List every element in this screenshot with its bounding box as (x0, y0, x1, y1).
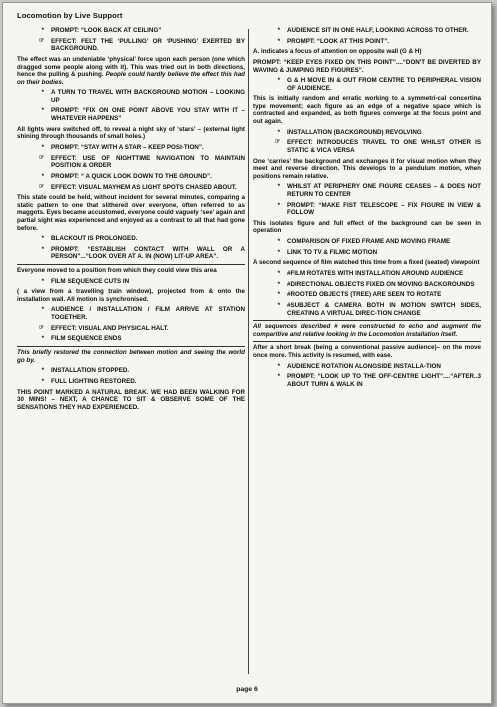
left-column (17, 27, 245, 414)
effect-item (17, 184, 245, 192)
item-text: EFFECT: USE OF NIGHTTIME NAVIGATION TO MAINTAIN POSITION & ORDER (51, 154, 245, 170)
prompt-item (17, 278, 245, 286)
paragraph-italic-text: People could hardly believe the effect this had on their bodies. (17, 71, 245, 86)
prompt-item (253, 291, 481, 299)
asterisk-bullet-icon: * (41, 143, 44, 151)
item-text: EFFECT: FELT THE ‘PULLING’ OR ‘PUSHING’ EXERTED BY BACKGROUND. (51, 37, 245, 53)
body-paragraph (253, 259, 481, 267)
asterisk-bullet-icon: * (277, 128, 280, 136)
effect-item (17, 155, 245, 170)
paragraph-text: A. indicates a focus of attention on opposite wall (G & H) (253, 48, 422, 56)
prompt-item (17, 335, 245, 343)
asterisk-bullet-icon: * (41, 378, 44, 386)
prompt-item (17, 306, 245, 321)
asterisk-bullet-icon: * (277, 362, 280, 370)
prompt-item (253, 77, 481, 92)
body-paragraph (17, 349, 245, 364)
effect-item (17, 38, 245, 53)
pointing-hand-icon: ☞ (274, 139, 280, 146)
asterisk-bullet-icon: * (277, 201, 280, 209)
item-text: PROMPT: “STAY WITH A STAR – KEEP POSI-TION”. (51, 143, 204, 151)
item-text: PROMPT: “ESTABLISH CONTACT WITH WALL OR A PERSON”...“LOOK OVER AT A. IN (NOW) LIT-UP AREA”. (51, 245, 245, 261)
page-number: page 6 (236, 686, 258, 693)
pointing-hand-icon: ☞ (38, 154, 44, 161)
asterisk-bullet-icon: * (277, 77, 280, 85)
item-text: G & H MOVE IN & OUT FROM CENTRE TO PERIPHERAL VISION OF AUDIENCE. (287, 77, 481, 92)
item-text: FILM SEQUENCE CUTS IN (51, 277, 130, 285)
body-paragraph (253, 220, 481, 235)
column-divider (248, 29, 249, 674)
document-page (2, 2, 492, 704)
item-text: WHILST AT PERIPHERY ONE FIGURE CEASES – & DOES NOT RETURN TO CENTER (287, 183, 481, 198)
asterisk-bullet-icon: * (277, 248, 280, 256)
asterisk-bullet-icon: * (277, 280, 280, 288)
item-text: PROMPT: “FIX ON ONE POINT ABOVE YOU STAY WITH IT – WHATEVER HAPPENS” (51, 107, 245, 123)
prompt-item (253, 129, 481, 137)
item-text: FILM SEQUENCE ENDS (51, 335, 122, 343)
prompt-item (17, 235, 245, 243)
asterisk-bullet-icon: * (277, 37, 280, 45)
prompt-item (253, 363, 481, 371)
item-text: A TURN TO TRAVEL WITH BACKGROUND MOTION – LOOKING UP (51, 89, 245, 104)
item-text: BLACKOUT IS PROLONGED. (51, 235, 138, 243)
item-text: INSTALLATION STOPPED. (51, 367, 130, 375)
paragraph-text: All lights were switched off, to reveal a night sky of ‘stars’ – (external light shining through thousands of small holes.) (17, 125, 245, 141)
right-column (253, 27, 481, 392)
item-text: LINK TO TV & FILMIC MOTION (287, 248, 378, 256)
effect-item (17, 325, 245, 333)
section-rule (253, 320, 481, 321)
item-text: #DIRECTIONAL OBJECTS FIXED ON MOVING BACKGROUNDS (287, 280, 475, 288)
paragraph-text: One ‘carries’ the background and exchanges it for visual motion when they meet and reverse direction. This develops to a pendulum motion, when positions remain relative. (253, 157, 481, 180)
asterisk-bullet-icon: * (41, 172, 44, 180)
body-paragraph (253, 323, 481, 338)
paragraph-text: This state could be held, without incident for several minutes, comparing a static pattern to one that slithered over everyone, often referred to as maggots. Eyes became accustomed, everyone could vaguely ‘see’ again and partial sight was experienced and enjoyed as a contrast to all that had gone before. (17, 194, 245, 232)
asterisk-bullet-icon: * (41, 306, 44, 314)
item-text: PROMPT: “LOOK AT THIS POINT”. (287, 37, 390, 45)
item-text: EFFECT: VISUAL AND PHYSICAL HALT. (51, 324, 169, 332)
item-text: EFFECT: VISUAL MAYHEM AS LIGHT SPOTS CHASED ABOUT. (51, 183, 237, 191)
item-text: INSTALLATION (BACKGROUND) REVOLVING (287, 128, 422, 136)
paragraph-text: Everyone moved to a position from which they could view this area (17, 267, 217, 275)
asterisk-bullet-icon: * (41, 367, 44, 375)
prompt-item (17, 89, 245, 104)
prompt-item (17, 144, 245, 152)
section-rule (17, 264, 245, 265)
paragraph-text: This briefly restored the connection between motion and seeing the world go by. (17, 349, 245, 364)
prompt-item (253, 202, 481, 217)
asterisk-bullet-icon: * (277, 237, 280, 245)
prompt-item (17, 107, 245, 122)
body-paragraph (253, 344, 481, 359)
item-text: PROMPT: “LOOK UP TO THE OFF-CENTRE LIGHT”....“AFTER..3 ABOUT TURN & WALK IN (287, 373, 481, 388)
prompt-item (253, 249, 481, 257)
asterisk-bullet-icon: * (41, 245, 44, 253)
prompt-item (253, 27, 481, 35)
paragraph-text: THIS POINT MARKED A NATURAL BREAK. WE HAD BEEN WALKING FOR 30 MINS! – NEXT, A CHANCE TO SIT & OBSERVE SOME OF THE SENSATIONS THEY HAD EXPERIENCED. (17, 388, 245, 411)
body-paragraph (17, 389, 245, 412)
item-text: AUDIENCE ROTATION ALONGSIDE INSTALLA-TION (287, 362, 441, 370)
asterisk-bullet-icon: * (41, 89, 44, 97)
item-text: EFFECT: INTRODUCES TRAVEL TO ONE WHILST OTHER IS STATIC & VICA VERSA (287, 139, 481, 154)
prompt-item (17, 173, 245, 181)
body-paragraph (253, 158, 481, 181)
pointing-hand-icon: ☞ (38, 183, 44, 190)
item-text: PROMPT: “LOOK BACK AT CEILING” (51, 27, 162, 34)
item-text: AUDIENCE / INSTALLATION / FILM ARRIVE AT STATION TOGETHER. (51, 306, 245, 322)
asterisk-bullet-icon: * (41, 27, 44, 34)
item-text: #ROOTED OBJECTS (TREE) ARE SEEN TO ROTATE (287, 291, 442, 299)
asterisk-bullet-icon: * (277, 373, 280, 381)
body-paragraph (253, 59, 481, 74)
page-header: Locomotion by Live Support (17, 11, 123, 20)
paragraph-text: PROMPT: “KEEP EYES FIXED ON THIS POINT”....“DON'T BE DIVERTED BY WAVING & JUMPING RED FIGURES”. (253, 59, 481, 74)
asterisk-bullet-icon: * (41, 277, 44, 285)
paragraph-text: This isolates figure and full effect of the background can be seen in operation (253, 219, 481, 235)
asterisk-bullet-icon: * (277, 27, 280, 34)
prompt-item (253, 302, 481, 317)
paragraph-text: This is initially random and erratic working to a symmetri-cal concertina type movement; each figure as an edge of a negative space which is contracted and expanded, as both figures converge at the focus point and out again. (253, 95, 481, 126)
body-paragraph (253, 48, 481, 56)
item-text: FULL LIGHTING RESTORED. (51, 378, 137, 386)
prompt-item (253, 270, 481, 278)
item-text: PROMPT: “ A QUICK LOOK DOWN TO THE GROUND”. (51, 172, 212, 180)
body-paragraph (17, 56, 245, 86)
asterisk-bullet-icon: * (41, 107, 44, 115)
asterisk-bullet-icon: * (277, 269, 280, 277)
prompt-item (253, 281, 481, 289)
body-paragraph (253, 95, 481, 125)
asterisk-bullet-icon: * (277, 302, 280, 310)
prompt-item (17, 378, 245, 386)
prompt-item (253, 238, 481, 246)
prompt-item (17, 367, 245, 375)
prompt-item (17, 27, 245, 35)
body-paragraph (17, 288, 245, 303)
asterisk-bullet-icon: * (41, 335, 44, 343)
item-text: COMPARISON OF FIXED FRAME AND MOVING FRAME (287, 237, 451, 245)
effect-item (253, 139, 481, 154)
section-rule (17, 346, 245, 347)
item-text: PROMPT: “MAKE FIST TELESCOPE – FIX FIGURE IN VIEW & FOLLOW (287, 201, 481, 217)
prompt-item (253, 183, 481, 198)
asterisk-bullet-icon: * (277, 291, 280, 299)
paragraph-text: All sequences described # were constructed to echo and augment the comparitive and relative looking in the Locomotion installation itself. (253, 323, 481, 338)
prompt-item (253, 373, 481, 388)
body-paragraph (17, 267, 245, 275)
paragraph-text: After a short break (being a conventional passive audience)– on the move once more. This activity is resumed, with ease. (253, 344, 481, 360)
prompt-item (253, 38, 481, 46)
paragraph-text: ( a view from a travelling train window), projected from & onto the installation wall. All motion is synchronised. (17, 288, 245, 303)
pointing-hand-icon: ☞ (38, 37, 44, 44)
section-rule (253, 341, 481, 342)
paragraph-text: The effect was an undeniable ‘physical’ force upon each person (one which dragged some people along with it). This was tried out in both directions, hence the pulling & pushing. (17, 56, 245, 79)
pointing-hand-icon: ☞ (38, 324, 44, 331)
paragraph-text: A second sequence of film watched this time from a fixed (seated) viewpoint (253, 259, 480, 267)
asterisk-bullet-icon: * (41, 235, 44, 243)
item-text: #FILM ROTATES WITH INSTALLATION AROUND AUDIENCE (287, 269, 464, 277)
body-paragraph (17, 126, 245, 141)
item-text: #SUBJECT & CAMERA BOTH IN MOTION SWITCH SIDES, CREATING A VIRTUAL DIREC-TION CHANGE (287, 302, 481, 317)
asterisk-bullet-icon: * (277, 183, 280, 191)
prompt-item (17, 246, 245, 261)
item-text: AUDIENCE SIT IN ONE HALF, LOOKING ACROSS TO OTHER. (287, 27, 469, 34)
body-paragraph (17, 194, 245, 232)
